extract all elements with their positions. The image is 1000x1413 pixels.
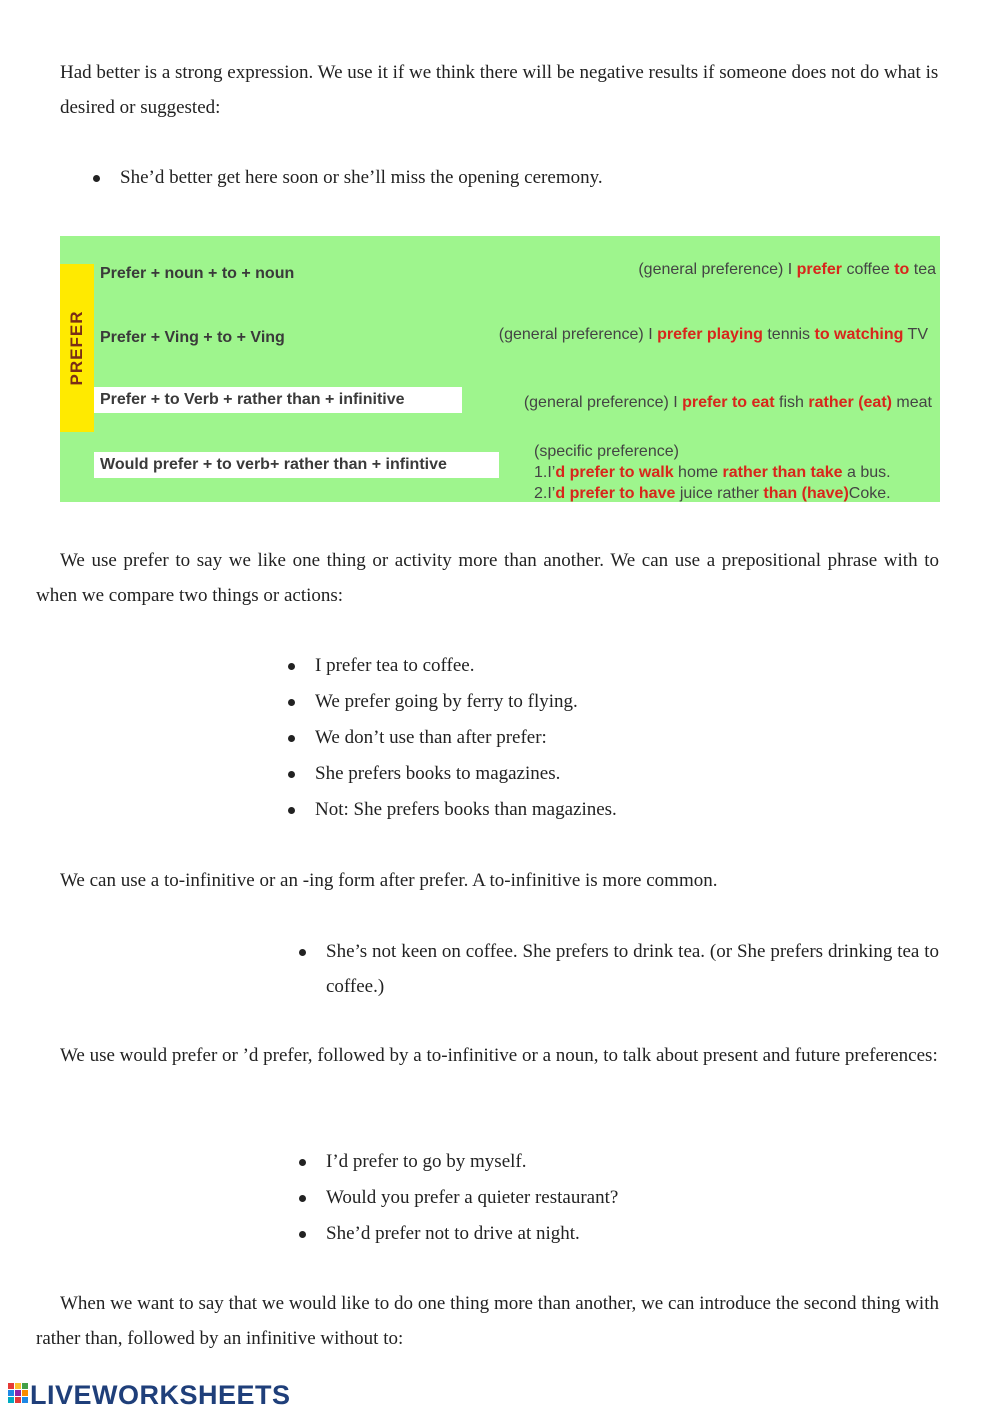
prefer-grammar-chart bbox=[60, 236, 940, 502]
rule-noun: Prefer + noun + to + noun bbox=[100, 265, 295, 282]
example-line-2: 2.I’d prefer to have juice rather than (have)Coke. bbox=[534, 485, 891, 502]
rather-than-paragraph: When we want to say that we would like to do one thing more than another, we can introduce the second thing with rather than, followed by an infinitive without to: bbox=[36, 1293, 939, 1349]
example-would-prefer bbox=[534, 441, 891, 504]
intro-paragraph: Had better is a strong expression. We use it if we think there will be negative results if someone does not do what is desired or suggested: bbox=[60, 62, 939, 118]
example-ving: (general preference) I prefer playing tennis to watching TV bbox=[498, 326, 928, 343]
list-item: Would you prefer a quieter restaurant? bbox=[296, 1180, 896, 1216]
list-item: She’s not keen on coffee. She prefers to drink tea. (or She prefers drinking tea to coffee.) bbox=[296, 934, 939, 1004]
list-item: She prefers books to magazines. bbox=[285, 756, 885, 792]
would-prefer-bullet-list bbox=[296, 1144, 896, 1252]
list-item: Not: She prefers books than magazines. bbox=[285, 792, 885, 828]
rule-to-verb: Prefer + to Verb + rather than + infinitive bbox=[94, 387, 462, 413]
logo-grid-icon bbox=[8, 1383, 30, 1407]
brand-name: LIVEWORKSHEETS bbox=[30, 1380, 291, 1410]
intro-bullet-list bbox=[90, 160, 910, 196]
rule-would-prefer: Would prefer + to verb+ rather than + infintive bbox=[94, 452, 499, 478]
infinitive-paragraph: We can use a to-infinitive or an -ing form after prefer. A to-infinitive is more common. bbox=[60, 870, 718, 891]
list-item: She’d prefer not to drive at night. bbox=[296, 1216, 896, 1252]
rule-ving: Prefer + Ving + to + Ving bbox=[100, 329, 285, 346]
list-item: I’d prefer to go by myself. bbox=[296, 1144, 896, 1180]
example-line-1: 1.I’d prefer to walk home rather than take a bus. bbox=[534, 464, 891, 481]
example-to-verb: (general preference) I prefer to eat fish rather (eat) meat bbox=[523, 394, 932, 411]
infinitive-bullet-list bbox=[296, 934, 939, 1004]
prefer-bullet-list bbox=[285, 648, 885, 828]
list-item: We prefer going by ferry to flying. bbox=[285, 684, 885, 720]
side-tag-label: PREFER bbox=[67, 310, 86, 386]
list-item: I prefer tea to coffee. bbox=[285, 648, 885, 684]
specific-preference-label: (specific preference) bbox=[534, 443, 679, 460]
prefer-paragraph: We use prefer to say we like one thing or activity more than another. We can use a prepositional phrase with to when we compare two things or actions: bbox=[36, 550, 939, 606]
example-noun: (general preference) I prefer coffee to tea bbox=[638, 261, 936, 278]
list-item: We don’t use than after prefer: bbox=[285, 720, 885, 756]
would-prefer-paragraph: We use would prefer or ’d prefer, followed by a to-infinitive or a noun, to talk about present and future preferences: bbox=[60, 1045, 938, 1066]
list-item: She’d better get here soon or she’ll miss the opening ceremony. bbox=[90, 160, 910, 196]
prefer-side-tag bbox=[60, 264, 94, 432]
